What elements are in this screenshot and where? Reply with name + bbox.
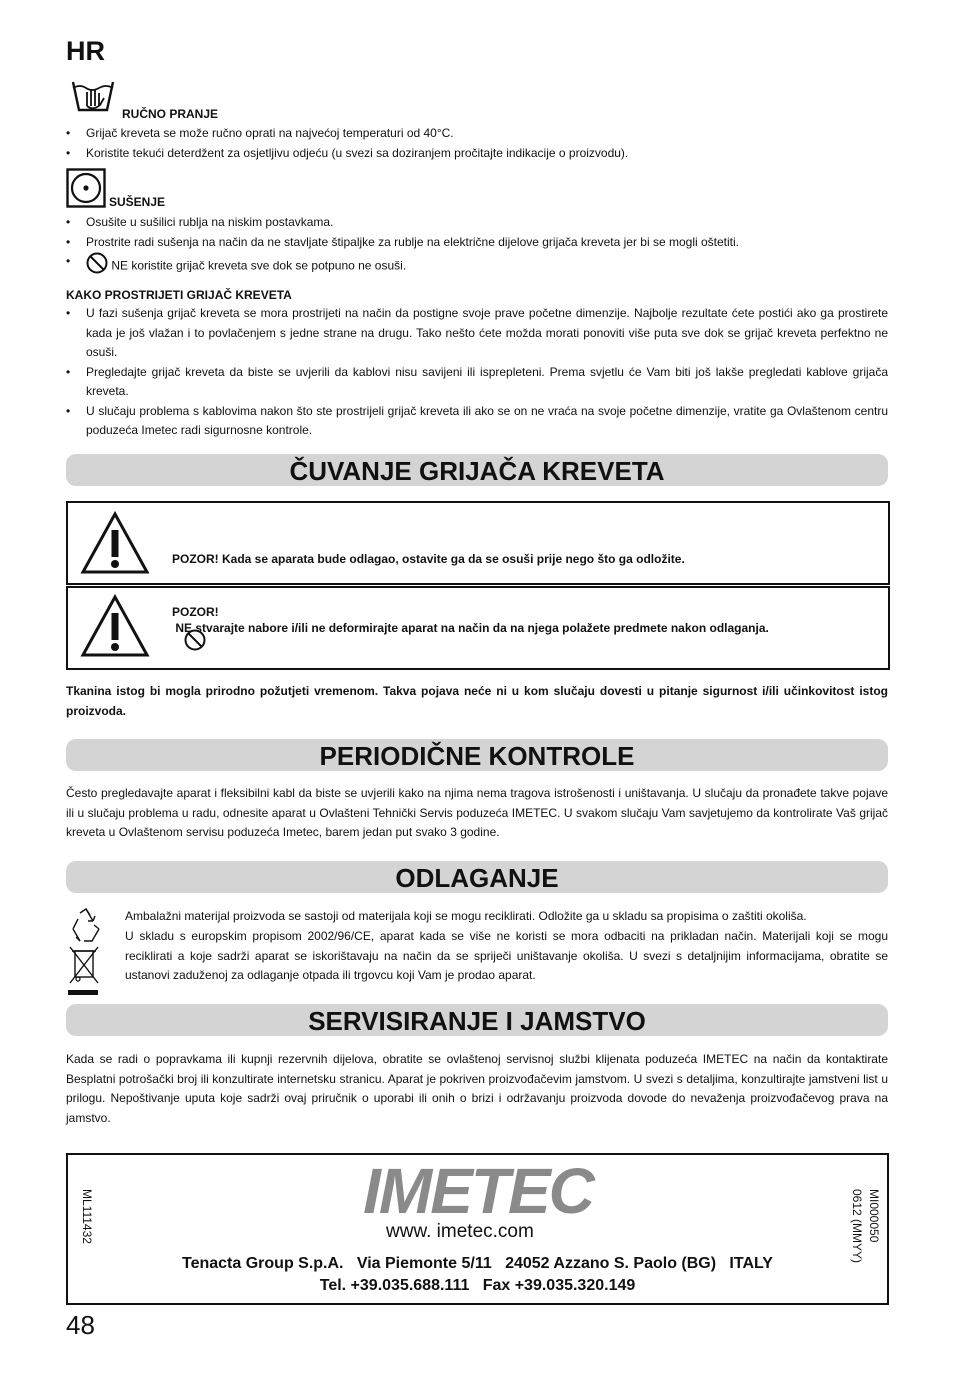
- hand-wash-icon: [70, 78, 116, 114]
- list-item: • Osušite u sušilici rublja na niskim postavkama.: [66, 213, 888, 233]
- storage-note: Tkanina istog bi mogla prirodno požutjeti vremenom. Takva pojava neće ni u kom slučaju dovesti u pitanje sigurnost i/ili učinkovitost istog proizvoda.: [66, 684, 888, 718]
- list-item: • Grijač kreveta se može ručno oprati na najvećoj temperaturi od 40°C.: [66, 124, 888, 144]
- footer-box: [66, 1153, 889, 1305]
- company-phone: Tel. +39.035.688.111 Fax +39.035.320.149: [319, 1277, 636, 1294]
- code-right-1: MI000050: [867, 1189, 881, 1243]
- warning-text-2: NE stvarajte nabore i/ili ne deformirajte aparat na način da na njega polažete predmete nakon odlaganja.: [175, 621, 769, 635]
- washing-heading: RUČNO PRANJE: [122, 107, 219, 121]
- company-address: Tenacta Group S.p.A. Via Piemonte 5/11 24052 Azzano S. Paolo (BG) ITALY: [182, 1255, 773, 1272]
- prohibited-icon: [86, 252, 108, 281]
- crossed-bin-icon: [66, 945, 102, 997]
- list-item: • Prostrite radi sušenja na način da ne stavljate štipaljke za rublje na električne dijelove grijača kreveta jer bi se mogli oštetiti.: [66, 233, 888, 253]
- list-item: • U fazi sušenja grijač kreveta se mora prostrijeti na način da postigne svoje prave početne dimenzije. Najbolje rezultate ćete postići ako ga prostirete kada je još vlažan i to povlačenjem s jedne strane na drugu. Tako nešto ćete možda morati ponoviti više puta sve dok se grijač kreveta perfektno ne osuši.: [66, 304, 888, 363]
- checks-text: Često pregledavajte aparat i fleksibilni kabl da biste se uvjerili kako na njima nema tragova istrošenosti i uništavanja. U slučaju da pronađete takve pojave ili u slučaju problema u radu, odnesite aparat u Ovlašteni Tehnički Servis poduzeća IMETEC. U svakom slučaju Vam savjetujemo da kontrolirate Vaš grijač kreveta u Ovlaštenom servisu poduzeća Imetec, barem jedan put svako 3 godine.: [66, 786, 888, 839]
- warning-title-2: POZOR!: [172, 605, 219, 619]
- drying-list: [66, 213, 888, 281]
- recycle-icon: [66, 905, 106, 945]
- code-right-2: 0612 (MMYY): [850, 1189, 864, 1264]
- warning-line-2: [172, 621, 769, 635]
- warning-triangle-icon: [80, 594, 150, 658]
- language-code: HR: [66, 36, 105, 66]
- dry-warning-text: NE koristite grijač kreveta sve dok se potpuno ne osuši.: [111, 258, 407, 273]
- checks-section-title: PERIODIČNE KONTROLE: [66, 739, 888, 771]
- warning-box-1: [66, 501, 890, 585]
- disposal-text-2: U skladu s europskim propisom 2002/96/CE, aparat kada se više ne koristi se mora odbaciti na prikladan način. Materijali koji se mogu reciklirati a koje sadrži aparat se iskorištavaju na način da se spriječi uništavanje okoliša. U svezi s detaljnijim informacijama, obratite se ustanovi zaduženoj za odlaganje otpada ili trgovcu koji Vam je prodao aparat.: [125, 929, 888, 982]
- list-item: • Pregledajte grijač kreveta da biste se uvjerili da kablovi nisu savijeni ili isprepleteni. Prema svjetlu će Vam biti još lakše pregledati kablove grijača kreveta.: [66, 363, 888, 402]
- page-number: 48: [66, 1310, 95, 1340]
- code-left: ML111432: [80, 1189, 94, 1244]
- website-link[interactable]: www. imetec.com: [386, 1221, 534, 1242]
- disposal-section-title: ODLAGANJE: [66, 861, 888, 893]
- list-item: [66, 252, 888, 281]
- warning-text-1: POZOR! Kada se aparata bude odlagao, ostavite ga da se osuši prije nego što ga odložite.: [172, 552, 685, 566]
- spreading-list: [66, 304, 888, 441]
- washing-list: [66, 124, 888, 163]
- warning-box-2: [66, 586, 890, 670]
- drying-heading: SUŠENJE: [109, 195, 166, 209]
- storage-section-title: ČUVANJE GRIJAČA KREVETA: [66, 454, 888, 486]
- spreading-heading: KAKO PROSTRIJETI GRIJAČ KREVETA: [66, 288, 292, 302]
- list-item: • Koristite tekući deterdžent za osjetljivu odjeću (u svezi sa doziranjem pročitajte indikacije o proizvodu).: [66, 144, 888, 164]
- service-section-title: SERVISIRANJE I JAMSTVO: [66, 1004, 888, 1036]
- service-text: Kada se radi o popravkama ili kupnji rezervnih dijelova, obratite se ovlaštenoj servisnoj službi klijenata poduzeća IMETEC na način da kontaktirate Besplatni potrošački broj ili konzultirate internetsku stranicu. Aparat je pokriven proizvođačevim jamstvom. U svezi s detaljima, konzultirajte jamstveni list u prilogu. Nepoštivanje uputa koje sadrži ovaj priručnik o uporabi ili onih o brizi i održavanju proizvoda dovode do nevaženja proizvođačevog prava na jamstvo.: [66, 1052, 888, 1125]
- brand-logo: IMETEC: [363, 1155, 593, 1227]
- disposal-text-1: Ambalažni materijal proizvoda se sastoji od materijala koji se mogu reciklirati. Odložite ga u skladu sa propisima o zaštiti okoliša.: [125, 909, 807, 923]
- warning-triangle-icon: [80, 511, 150, 575]
- list-item: • U slučaju problema s kablovima nakon što ste prostrijeli grijač kreveta ili ako se on ne vraća na svoje početne dimenzije, vratite ga Ovlaštenom centru poduzeća Imetec radi sigurnosne kontrole.: [66, 402, 888, 441]
- tumble-dry-icon: [66, 168, 106, 208]
